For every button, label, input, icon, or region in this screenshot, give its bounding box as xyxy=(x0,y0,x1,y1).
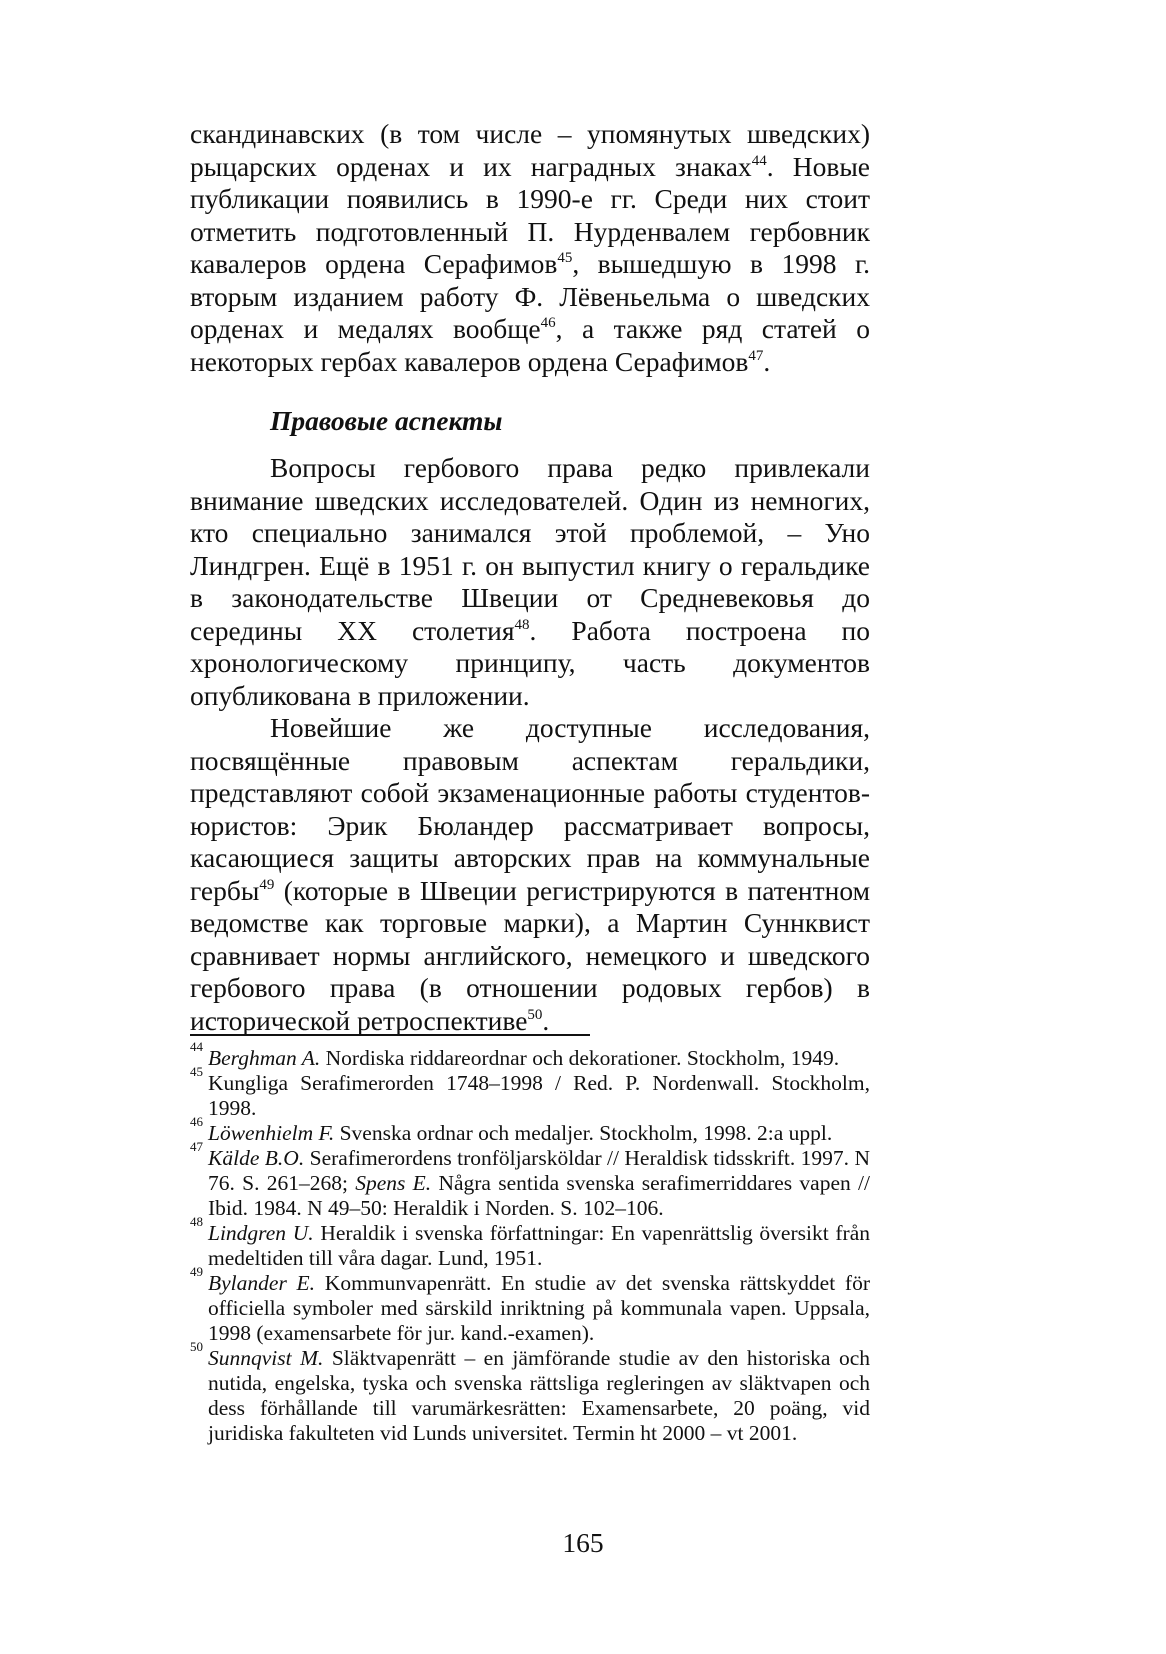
footnote-ref[interactable]: 45 xyxy=(557,250,573,266)
paragraph-text: , а также ряд статей о некоторых гербах кавалеров ордена Серафимов xyxy=(190,313,871,377)
footnote-number: 48 xyxy=(190,1214,203,1229)
section-heading: Правовые аспекты xyxy=(270,405,503,436)
footnote-text: Heraldik i svenska författningar: En vapenrättslig översikt från medeltiden till våra dagar. Lund, 1951. xyxy=(208,1221,870,1270)
footnote-ref[interactable]: 48 xyxy=(514,616,530,633)
page-number: 165 xyxy=(562,1527,604,1558)
footnote-author: Berghman A. xyxy=(208,1046,321,1070)
footnote-text: Släktvapenrätt – en jämförande studie av den historiska och nutida, engelska, tyska och svenska rättsliga regleringen av släktvapen och dess förhållande till varumärkesrätten: Examensarbete, 20 poäng, vid juridiska fakulteten vid Lunds universitet. Termin ht 2000 – vt 2001. xyxy=(208,1346,870,1445)
footnote xyxy=(190,1339,870,1446)
paragraph-text: . xyxy=(542,1004,550,1036)
footnote-author: Bylander E. xyxy=(208,1271,316,1295)
paragraph-text: Новейшие же доступные исследования, посвящённые правовым аспектам геральдики, представляют собой экзаменационные работы студентов-юристов: Эрик Бюландер рассматривает вопросы, касающиеся защиты авторских прав на коммунальные гербы xyxy=(190,712,870,906)
footnote-author: Kälde B.O. xyxy=(208,1146,305,1170)
footnote-number: 46 xyxy=(190,1114,203,1129)
footnote-ref[interactable]: 49 xyxy=(259,876,275,893)
footnote xyxy=(190,1039,870,1071)
footnote-number: 50 xyxy=(190,1339,203,1354)
footnote xyxy=(190,1064,870,1121)
paragraph-text: (которые в Швеции регистрируются в патентном ведомстве как торговые марки), а Мартин Суннквист сравнивает нормы английского, немецкого и шведского гербового права (в отношении родовых гербов) в исторической ретроспективе xyxy=(190,874,870,1036)
footnote-separator xyxy=(190,1034,590,1036)
footnote xyxy=(190,1114,870,1146)
footnote-text: Kommunvapenrätt. En studie av det svenska rättskyddet för officiella symboler med särskild inriktning på kommunala vapen. Uppsala, 1998 (examensarbete för jur. kand.-examen). xyxy=(208,1271,870,1345)
footnote-number: 49 xyxy=(190,1264,203,1279)
paragraph-text: , вышедшую в 1998 г. вторым изданием работу Ф. Лёвеньельма о шведских орденах и медалях вообще xyxy=(190,248,871,344)
paragraph-text: . xyxy=(763,345,771,377)
footnote-text: Svenska ordnar och medaljer. Stockholm, 1998. 2:a uppl. xyxy=(334,1121,833,1145)
footnote-ref[interactable]: 46 xyxy=(540,315,556,331)
paragraph xyxy=(190,712,870,1037)
footnote-number: 45 xyxy=(190,1064,203,1079)
footnote-author: Löwenhielm F. xyxy=(208,1121,335,1145)
paragraph-text: Вопросы гербового права редко привлекали внимание шведских исследователей. Один из немногих, кто специально занимался этой проблемой, – Уно Линдгрен. Ещё в 1951 г. он выпустил книгу о геральдике в законодательстве Швеции от Средневековья до середины XX столетия xyxy=(190,452,870,646)
footnote-number: 47 xyxy=(190,1139,203,1154)
paragraph-text: скандинавских (в том числе – упомянутых шведских) рыцарских орденах и их наградных знаках xyxy=(190,118,870,182)
footnote xyxy=(190,1139,870,1221)
footnote-author: Lindgren U. xyxy=(208,1221,314,1245)
paragraph xyxy=(190,118,870,378)
footnote xyxy=(190,1264,870,1346)
footnote-number: 44 xyxy=(190,1039,203,1054)
footnotes xyxy=(190,1039,870,1446)
footnote-author: Sunnqvist M. xyxy=(208,1346,324,1370)
footnote-ref[interactable]: 47 xyxy=(748,347,764,364)
section-body xyxy=(190,452,870,1037)
paragraph-text: . Новые публикации появились в 1990-е гг. Среди них стоит отметить подготовленный П. Нурденвалем гербовник кавалеров ордена Серафимов xyxy=(190,150,870,279)
footnote-text: Nordiska riddareordnar och dekorationer. Stockholm, 1949. xyxy=(320,1046,840,1070)
footnote-text: Några sentida svenska serafimerriddares vapen // Ibid. 1984. N 49–50: Heraldik i Norden. S. 102–106. xyxy=(208,1171,870,1220)
footnote-author: Spens E. xyxy=(355,1171,432,1195)
paragraph-continued xyxy=(190,118,870,378)
footnote-text: Serafimerordens tronföljarsköldar // Heraldisk tidsskrift. 1997. N 76. S. 261–268; xyxy=(208,1146,870,1195)
paragraph xyxy=(190,452,870,712)
footnote-text: Kungliga Serafimerorden 1748–1998 / Red. P. Nordenwall. Stockholm, 1998. xyxy=(208,1071,870,1120)
footnote-ref[interactable]: 50 xyxy=(527,1006,543,1023)
footnote xyxy=(190,1214,870,1271)
paragraph-text: . Работа построена по хронологическому принципу, часть документов опубликована в приложении. xyxy=(190,614,870,711)
footnote-ref[interactable]: 44 xyxy=(751,152,767,169)
